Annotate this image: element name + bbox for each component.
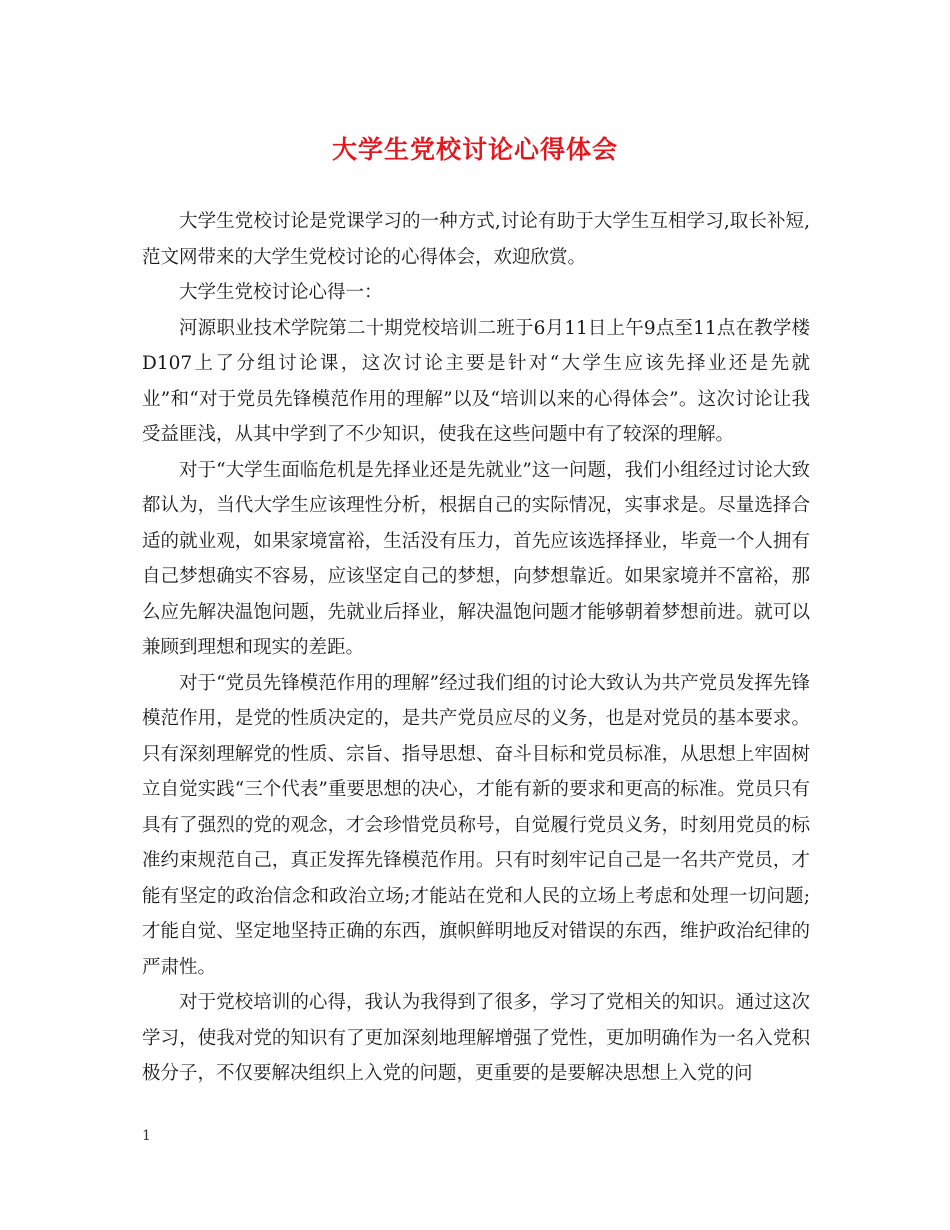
paragraph-subheading: 大学生党校讨论心得一： (179, 282, 383, 303)
page-number: 1 (142, 1128, 151, 1144)
paragraph-training-reflection: 对于党校培训的心得，我认为我得到了很多，学习了党相关的知识。通过这次学习，使我对党的知识有了更加深刻地理解增强了党性，更加明确作为一名入党积极分子，不仅要解决组织上入党的问题，更重要的是要解决思想上入党的问 (142, 992, 810, 1084)
document-title: 大学生党校讨论心得体会 (331, 135, 618, 164)
document-body (142, 204, 810, 1092)
paragraph-intro: 大学生党校讨论是党课学习的一种方式,讨论有助于大学生互相学习,取长补短,范文网带来的大学生党校讨论的心得体会，欢迎欣赏。 (142, 211, 810, 268)
paragraph-discussion-overview: 河源职业技术学院第二十期党校培训二班于6月11日上午9点至11点在教学楼D107上了分组讨论课，这次讨论主要是针对“大学生应该先择业还是先就业”和“对于党员先锋模范作用的理解”以及“培训以来的心得体会”。这次讨论让我受益匪浅，从其中学到了不少知识，使我在这些问题中有了较深的理解。 (142, 317, 810, 445)
paragraph-vanguard-role: 对于“党员先锋模范作用的理解”经过我们组的讨论大致认为共产党员发挥先锋模范作用，是党的性质决定的，是共产党员应尽的义务，也是对党员的基本要求。只有深刻理解党的性质、宗旨、指导思想、奋斗目标和党员标准，从思想上牢固树立自觉实践“三个代表”重要思想的决心，才能有新的要求和更高的标准。党员只有具有了强烈的党的观念，才会珍惜党员称号，自觉履行党员义务，时刻用党员的标准约束规范自己，真正发挥先锋模范作用。只有时刻牢记自己是一名共产党员，才能有坚定的政治信念和政治立场;才能站在党和人民的立场上考虑和处理一切问题;才能自觉、坚定地坚持正确的东西，旗帜鲜明地反对错误的东西，维护政治纪律的严肃性。 (142, 672, 810, 978)
paragraph-employment-question: 对于“大学生面临危机是先择业还是先就业”这一问题，我们小组经过讨论大致都认为，当代大学生应该理性分析，根据自己的实际情况，实事求是。尽量选择合适的就业观，如果家境富裕，生活没有压力，首先应该选择择业，毕竟一个人拥有自己梦想确实不容易，应该坚定自己的梦想，向梦想靠近。如果家境并不富裕，那么应先解决温饱问题，先就业后择业，解决温饱问题才能够朝着梦想前进。就可以兼顾到理想和现实的差距。 (142, 459, 810, 658)
